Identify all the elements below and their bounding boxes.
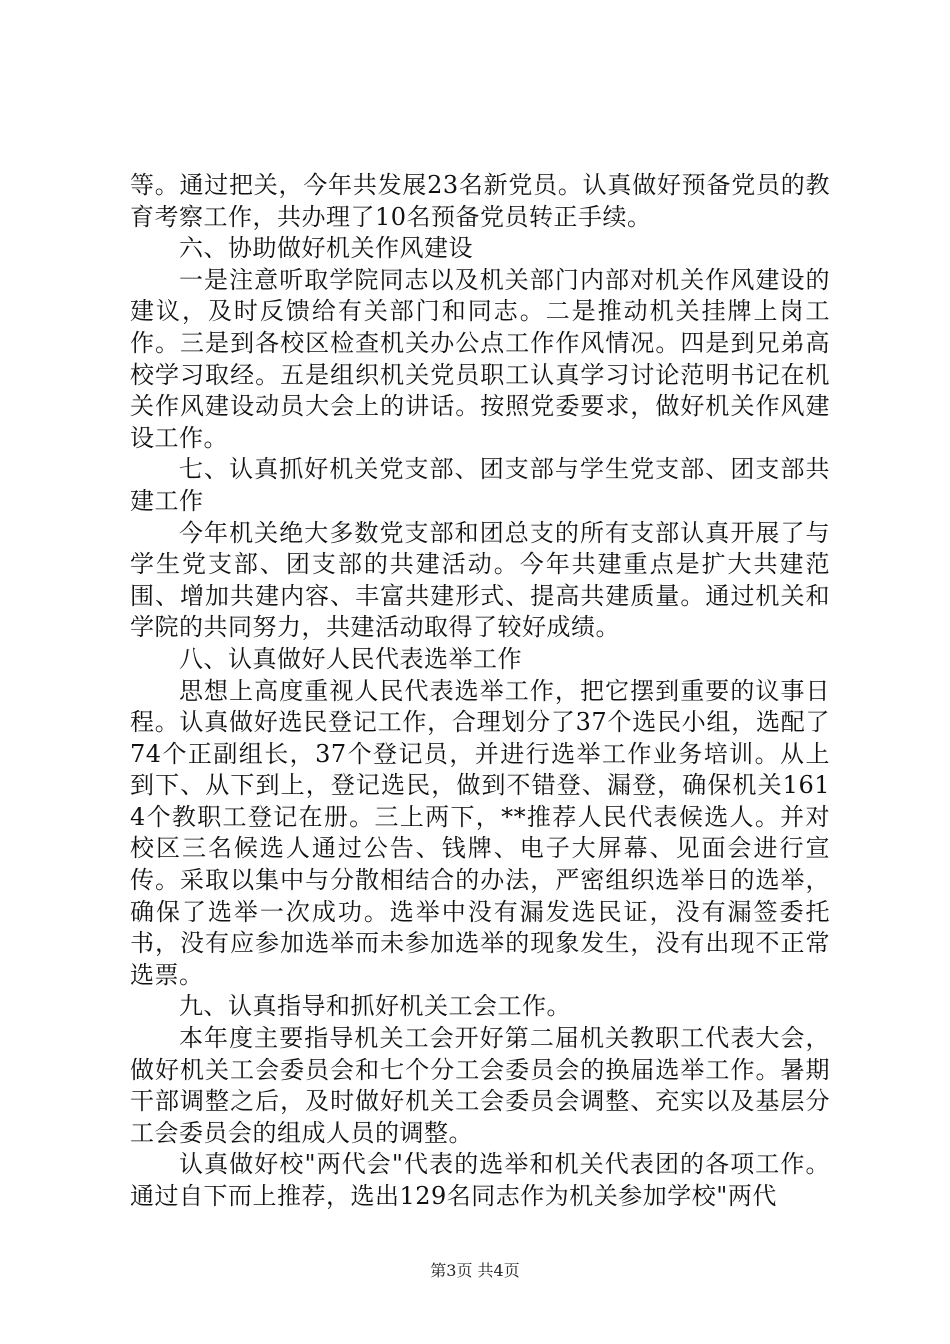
section-heading-7: 七、认真抓好机关党支部、团支部与学生党支部、团支部共建工作: [130, 455, 830, 515]
paragraph-5: 本年度主要指导机关工会开好第二届机关教职工代表大会，做好机关工会委员会和七个分工会委员会的换届选举工作。暑期干部调整之后，及时做好机关工会委员会调整、充实以及基层分工会委员会的组成人员的调整。: [130, 1024, 830, 1147]
paragraph-2: 一是注意听取学院同志以及机关部门内部对机关作风建设的建议，及时反馈给有关部门和同志。二是推动机关挂牌上岗工作。三是到各校区检查机关办公点工作作风情况。四是到兄弟高校学习取经。五是组织机关党员职工认真学习讨论范明书记在机关作风建设动员大会上的讲话。按照党委要求，做好机关作风建设工作。: [130, 265, 830, 452]
paragraph-6: 认真做好校"两代会"代表的选举和机关代表团的各项工作。通过自下而上推荐，选出129名同志作为机关参加学校"两代: [130, 1150, 830, 1210]
section-heading-9: 九、认真指导和抓好机关工会工作。: [179, 992, 571, 1021]
page-footer: 第3页 共4页: [430, 1261, 520, 1280]
section-heading-6: 六、协助做好机关作风建设: [179, 234, 473, 263]
paragraph-1: 等。通过把关，今年共发展23名新党员。认真做好预备党员的教育考察工作，共办理了10名预备党员转正手续。: [130, 171, 830, 231]
document-body: [130, 170, 830, 1213]
paragraph-4: 思想上高度重视人民代表选举工作，把它摆到重要的议事日程。认真做好选民登记工作，合理划分了37个选民小组，选配了74个正副组长，37个登记员，并进行选举工作业务培训。从上到下、从下到上，登记选民，做到不错登、漏登，确保机关1614个教职工登记在册。三上两下，**推荐人民代表候选人。并对校区三名候选人通过公告、钱牌、电子大屏幕、见面会进行宣传。采取以集中与分散相结合的办法，严密组织选举日的选举，确保了选举一次成功。选举中没有漏发选民证，没有漏签委托书，没有应参加选举而未参加选举的现象发生，没有出现不正常选票。: [130, 676, 830, 989]
section-heading-8: 八、认真做好人民代表选举工作: [179, 644, 522, 673]
paragraph-3: 今年机关绝大多数党支部和团总支的所有支部认真开展了与学生党支部、团支部的共建活动。今年共建重点是扩大共建范围、增加共建内容、丰富共建形式、提高共建质量。通过机关和学院的共同努力，共建活动取得了较好成绩。: [130, 518, 830, 642]
